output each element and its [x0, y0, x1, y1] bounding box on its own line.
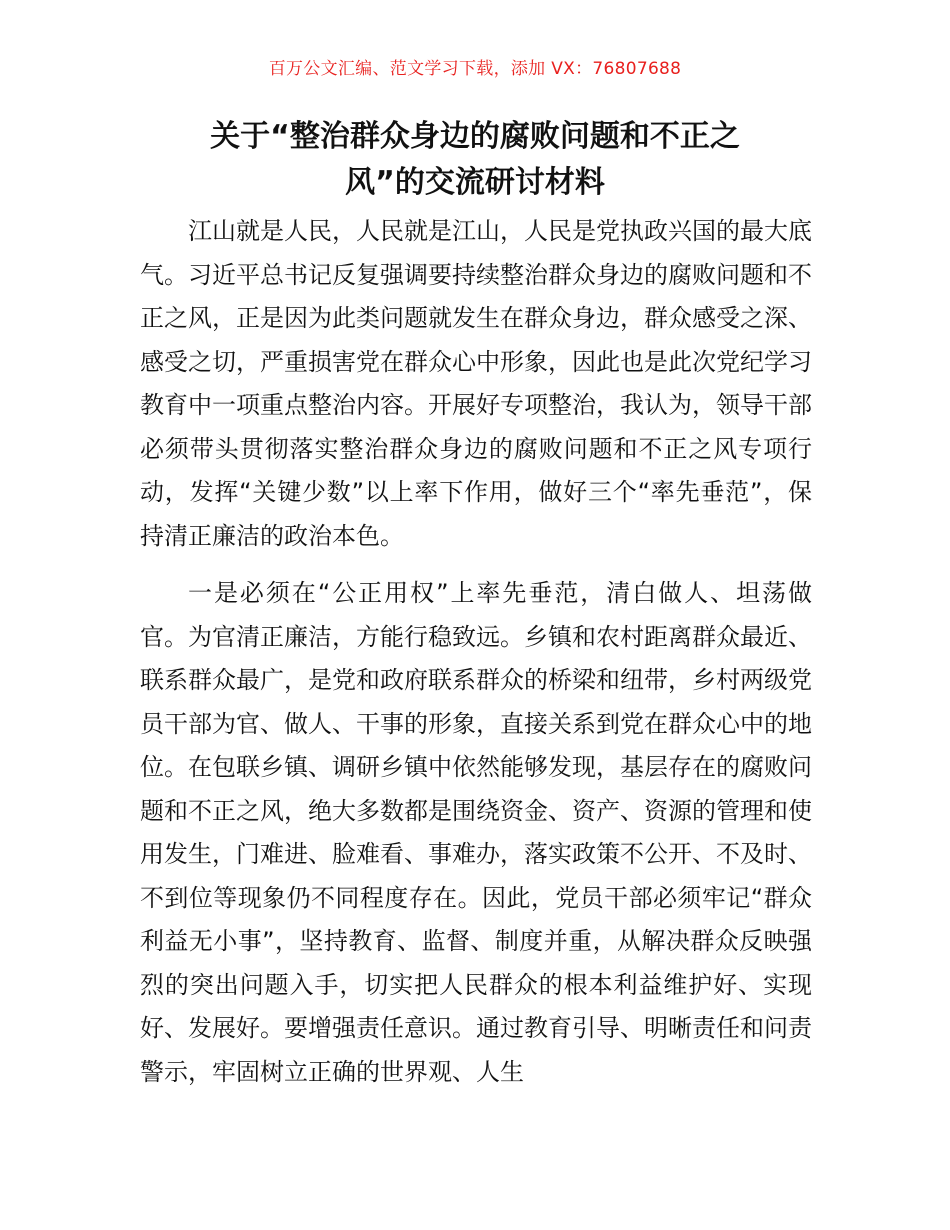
document-title-line-2: 风”的交流研讨材料: [345, 165, 605, 200]
paragraph-2: 一是必须在“公正用权”上率先垂范，清白做人、坦荡做官。为官清正廉洁，方能行稳致远。乡镇和农村距离群众最近、联系群众最广，是党和政府联系群众的桥梁和纽带，乡村两级党员干部为官、做人、干事的形象，直接关系到党在群众心中的地位。在包联乡镇、调研乡镇中依然能够发现，基层存在的腐败问题和不正之风，绝大多数都是围绕资金、资产、资源的管理和使用发生，门难进、脸难看、事难办，落实政策不公开、不及时、不到位等现象仍不同程度存在。因此，党员干部必须牢记“群众利益无小事”，坚持教育、监督、制度并重，从解决群众反映强烈的突出问题入手，切实把人民群众的根本利益维护好、实现好、发展好。要增强责任意识。通过教育引导、明晰责任和问责警示，牢固树立正确的世界观、人生: [140, 579, 812, 1086]
paragraph-1: 江山就是人民，人民就是江山，人民是党执政兴国的最大底气。习近平总书记反复强调要持续整治群众身边的腐败问题和不正之风，正是因为此类问题就发生在群众身边，群众感受之深、感受之切，严重损害党在群众心中形象，因此也是此次党纪学习教育中一项重点整治内容。开展好专项整治，我认为，领导干部必须带头贯彻落实整治群众身边的腐败问题和不正之风专项行动，发挥“关键少数”以上率下作用，做好三个“率先垂范”，保持清正廉洁的政治本色。: [140, 217, 812, 550]
header-banner: 百万公文汇编、范文学习下载，添加 VX：76807688: [268, 59, 682, 79]
document-title: [140, 114, 810, 206]
document-title-line-1: 关于“整治群众身边的腐败问题和不正之: [210, 119, 740, 154]
document-body: [140, 210, 812, 1108]
